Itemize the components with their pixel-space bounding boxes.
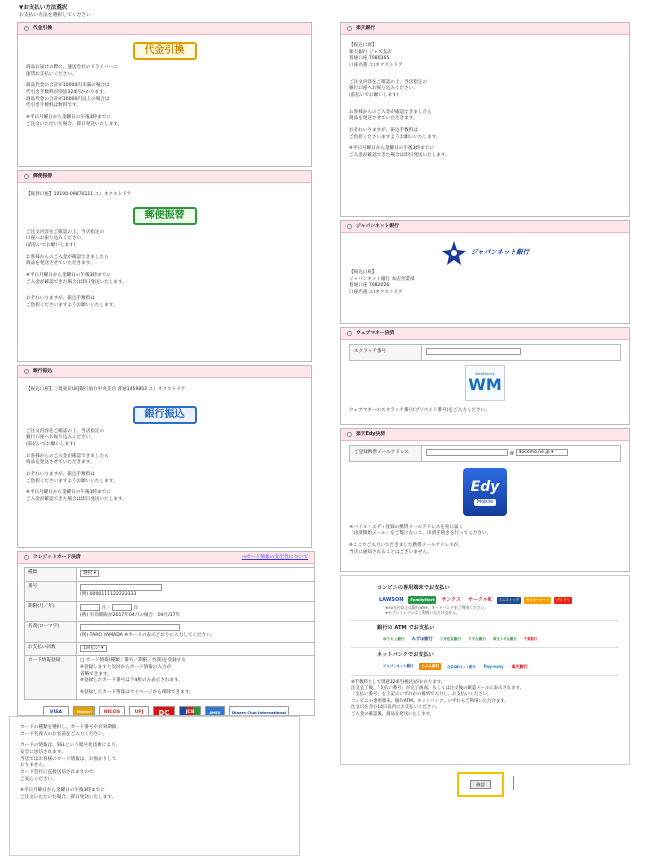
rakuten-bank-logo: 楽天銀行: [511, 663, 528, 669]
postal-logo: 郵便振替: [133, 207, 197, 225]
convenience-description: [351, 680, 619, 718]
credit-note-line: ※平日月曜日から金曜日の午後3時までに: [20, 788, 105, 794]
edy-description: [341, 522, 629, 560]
rakuten-line: 楽天銀行 ジャズ支店: [349, 49, 392, 55]
convenience-line: ※手数料として別途324円(税込)がかかります。: [351, 679, 446, 685]
japannet-logo: [349, 240, 621, 266]
edy-email-label: ご登録携帯メールアドレス: [350, 446, 422, 462]
installments-value: 1回払い: [83, 645, 100, 651]
webmoney-panel: [340, 327, 630, 425]
nicos-logo: NICOS: [99, 706, 125, 716]
credit-radio[interactable]: [24, 555, 29, 560]
page-title: ▼お支払い方法選択: [19, 5, 68, 11]
bank-line: 銀行口座へお振り込みください。: [26, 435, 95, 441]
rakuten-line: お客様からのご入金が確認できましたら: [349, 109, 432, 115]
convenience-store-logos: [377, 596, 619, 605]
cod-line: 商品代金の合計が10000円以上の場合は: [26, 96, 110, 102]
smbc-logo: 三井住友銀行: [439, 636, 462, 641]
bank-account: 【振込口座】三菱東京UFJ銀行仙台中央支店 普通1459852 ユ）ネクストドア: [26, 387, 186, 392]
rakuten-line: ご負担くださいますようお願いいたします。: [349, 134, 441, 140]
register-label: カード情報登録: [25, 656, 77, 699]
expiry-label: 期限(月／年): [25, 601, 77, 621]
edy-header[interactable]: [341, 429, 629, 441]
rakuten-line: ご入金が確認できた場合は即日発送いたします。: [349, 152, 450, 158]
bank-title: 銀行振込: [33, 368, 53, 374]
rakuten-line: ※平日月曜日から金曜日の午後3時までに: [349, 146, 434, 152]
bank-line: (前払いでお願いします): [26, 441, 76, 447]
cod-line: ※平日月曜日から金曜日の午後3時までに: [26, 114, 111, 120]
rakuten-line: 【振込口座】: [349, 43, 377, 48]
credit-title: クレジットカード決済: [33, 554, 81, 560]
edy-radio[interactable]: [347, 432, 352, 437]
postal-account: 【振替口座】10100-09870111 ユ）ネクストドア: [26, 192, 132, 197]
confirm-button-highlight: [457, 772, 504, 797]
cod-title: 代金引換: [33, 25, 53, 31]
cod-radio[interactable]: [24, 26, 29, 31]
postal-line: 商品を発送させていただきます。: [26, 261, 95, 267]
bank-radio[interactable]: [24, 369, 29, 374]
sbi-logo: 住信SBIネット銀行: [447, 664, 476, 669]
card-number-input[interactable]: [80, 584, 162, 591]
edy-logo-mark: Edy: [470, 478, 500, 495]
japannet-description: [349, 270, 621, 297]
saitama-resona-logo: 埼玉りそな銀行: [493, 636, 517, 641]
convenience-panel: [340, 575, 630, 765]
rakuten-line: 普通口座 7080365: [349, 56, 390, 62]
atm-bank-logos: [381, 635, 619, 643]
expiry-month-input[interactable]: [80, 604, 100, 611]
netbank-title: ネットバンクでお支払い: [377, 652, 434, 659]
postal-line: ご負担くださいますようお願いいたします。: [26, 302, 118, 308]
installments-label: お支払い回数: [25, 642, 77, 656]
credit-form: [24, 567, 315, 700]
convenience-note-1: ※30万円以上は銀行ATM、ネットバンクをご利用ください。: [385, 604, 489, 610]
webmoney-note: ウェブマネーのスクラッチ番号(プリペイド番号)をご入力ください。: [349, 407, 490, 413]
postal-title: 郵便振替: [33, 173, 53, 179]
convenience-line: 「支払い番号」を上記のいずれかの場所で入力し、お支払いください。: [351, 692, 492, 698]
cod-line: 商品お届けの際に、運送会社のドライバーに: [26, 65, 118, 70]
security-link[interactable]: →カード情報の安全性について: [241, 554, 308, 560]
japannet-header[interactable]: [341, 221, 629, 233]
rakuten-radio[interactable]: [347, 26, 352, 31]
webmoney-logo: [465, 365, 505, 401]
visa-logo: VISA: [43, 706, 69, 716]
rakuten-line: (前払いでお願いします): [349, 92, 399, 98]
card-brand-logos: [18, 706, 314, 716]
credit-note-line: 当店ではお客様のカード情報は、お預かりして: [20, 756, 117, 762]
chiba-logo: 千葉銀行: [523, 636, 538, 641]
rakuten-title: 楽天銀行: [356, 25, 376, 31]
bank-line: おそれいりますが、振込手数料は: [26, 471, 95, 477]
rakuten-line: 商品を発送させていただきます。: [349, 116, 418, 122]
edy-mobile-logo: [463, 468, 507, 516]
scratch-input[interactable]: [426, 348, 521, 355]
edy-domain-value: docomo.ne.jp: [518, 450, 550, 455]
dc-logo: DC: [153, 706, 175, 716]
cod-line: 運賃お支払いください。: [26, 71, 77, 77]
japannet-line: ジャパンネット銀行 本店営業部: [349, 276, 415, 282]
webmoney-form: [349, 344, 621, 361]
postal-line: ご注文内容をご確認の上、当店指定の: [26, 229, 105, 235]
sunkus-logo: サンクス: [441, 596, 461, 603]
card-name-example: (例) TARO YAMADA ※カードの表示どおりに入力してください。: [80, 632, 216, 638]
circlek-logo: サークルK: [468, 596, 492, 603]
lawson-logo: LAWSON: [379, 596, 404, 603]
register-line: ※登録したカード番号は下4桁のみ表示されます。: [80, 678, 183, 684]
webmoney-title: ウェブマネー決済: [356, 330, 395, 336]
japannet-logo-text: ジャパンネット銀行: [470, 248, 530, 257]
diners-logo: Diners Club International: [229, 706, 289, 716]
webmoney-logo-mark: WM: [468, 375, 502, 395]
bank-line: 商品を発送させていただきます。: [26, 460, 95, 466]
postal-header[interactable]: [18, 171, 311, 183]
edy-line: 「決済開始メール」をご覧になって、決済手続きを行ってください。: [349, 531, 492, 537]
edy-domain-select[interactable]: docomo.ne.jp ▾: [516, 449, 568, 456]
cod-logo: 代金引換: [133, 42, 197, 60]
bank-line: ご注文内容をご確認の上、当店指定の: [26, 428, 105, 434]
convenience-line: コンビニの専用端末、銀行ATM、ネットバンク、いずれもご利用いただけます。: [351, 698, 509, 704]
edy-title: 楽天Edy決済: [356, 431, 386, 437]
bank-line: お客様からのご入金が確認できましたら: [26, 453, 109, 459]
rakuten-line: 口座名義 ユ)ネクストドア: [349, 62, 403, 68]
cod-description: [26, 65, 303, 128]
credit-note-line: カード名義人のお名前をご入力ください。: [20, 731, 108, 737]
japannet-line: 【振込口座】: [349, 270, 377, 275]
convenience-title: コンビニの専用端末でお支払い: [377, 585, 450, 591]
postal-description: [26, 230, 303, 310]
japannet-title: ジャパンネット銀行: [356, 223, 399, 229]
bank-line: ご入金が確認できた場合は即日発送いたします。: [26, 496, 127, 502]
japannet-star-icon: [441, 240, 467, 266]
rakuten-header[interactable]: [341, 23, 629, 35]
japannet-radio[interactable]: [347, 224, 352, 229]
register-line: ※登録したカード情報はマイページから削除できます。: [80, 689, 194, 695]
expiry-year-unit: 年: [133, 605, 139, 611]
credit-header[interactable]: [18, 552, 314, 564]
cod-header[interactable]: [18, 23, 311, 35]
jibun-logo: じぶん銀行: [419, 663, 441, 670]
credit-note-line: 安全に送信されます。: [20, 749, 66, 755]
card-number-example: (例) 0000111122223333: [80, 592, 137, 598]
cod-line: 代引き手数料は無料です。: [26, 103, 81, 109]
webmoney-header[interactable]: [341, 328, 629, 340]
bank-header[interactable]: [18, 366, 311, 378]
register-card-option[interactable]: [77, 656, 316, 699]
scratch-label: スクラッチ番号: [350, 345, 422, 361]
cod-panel: [17, 22, 312, 167]
postal-line: 口座へお振り込みください。: [26, 236, 86, 242]
register-line: □ カード情報(種類／番号／期限／名義)を登録する: [80, 658, 186, 664]
atm-title: 銀行の ATM でお支払い: [377, 624, 435, 631]
edy-form: [349, 445, 621, 462]
edy-line: 当店に通知されることはございません。: [349, 549, 432, 555]
credit-note-line: カードの種類を選択し、カード番号や有効期限、: [20, 725, 122, 730]
rakuten-description: [341, 35, 629, 163]
postal-panel: [17, 170, 312, 362]
register-line: 省略できます。: [80, 671, 112, 677]
expiry-year-input[interactable]: [112, 604, 132, 611]
register-line: ※登録しますと次回からカード情報の入力が: [80, 664, 172, 670]
credit-notes: [9, 716, 300, 856]
at-sign: @: [509, 451, 515, 456]
credit-note-line: ご安心ください。: [20, 776, 57, 782]
jcb-logo: JCB: [179, 706, 201, 716]
bank-line: ※平日月曜日から金曜日の午後3時までに: [26, 490, 111, 496]
ufj-logo: UFJ: [129, 706, 149, 716]
expiry-month-unit: 月／: [101, 605, 111, 611]
japannet-line: 普通口座 7082026: [349, 283, 390, 289]
cod-line: 商品代金の合計が10000円未満の場合は: [26, 83, 110, 89]
yucho-logo: ゆうちょ銀行: [383, 636, 405, 641]
edy-line: モバイル・エディ登録の携帯メールアドレスを宛に届く: [349, 524, 464, 530]
bank-line: ご負担くださいますようお願いいたします。: [26, 478, 118, 484]
credit-note-line: ご注文いただいた場合、即日発送いたします。: [20, 794, 117, 800]
postal-line: ご入金が確認できた場合は即日発送いたします。: [26, 279, 127, 285]
card-type-select[interactable]: 選択 ▾: [80, 570, 99, 577]
card-type-label: 種類: [25, 568, 77, 582]
card-number-label: 番号: [25, 581, 77, 601]
card-type-value: 選択: [83, 571, 93, 576]
resona-logo: りそな銀行: [468, 636, 487, 641]
mastercard-logo: Master: [73, 706, 95, 716]
rakuten-line: ご注文内容をご確認の上、当店指定の: [349, 79, 428, 85]
convenience-line: ご入金の確認後、商品を発送いたします。: [351, 711, 435, 717]
seicomart-logo: セイコーマート: [525, 597, 550, 602]
familymart-logo: FamilyMart: [410, 597, 435, 603]
bank-logo: 銀行振込: [133, 406, 197, 424]
cod-line: 代引き手数料が別途324円かかります。: [26, 89, 108, 95]
rakuten-panel: [340, 22, 630, 217]
edy-logo-sub: Mobile: [474, 499, 496, 506]
rakuten-line: おそれいりますが、振込手数料は: [349, 127, 418, 133]
edy-panel: [340, 428, 630, 572]
netbank-logos: [381, 663, 619, 671]
postal-radio[interactable]: [24, 174, 29, 179]
convenience-line: 注文日を含む14日以内にお支払いください。: [351, 705, 441, 711]
postal-line: お客様からのご入金が確認できましたら: [26, 254, 109, 260]
convenience-note-2: ※セブンイレブンはご利用いただけません。: [385, 610, 461, 616]
rakuten-line: 銀行口座へお振り込みください。: [349, 86, 418, 92]
webmoney-radio[interactable]: [347, 331, 352, 336]
installments-select[interactable]: 1回払い ▾: [80, 645, 107, 652]
button-edge: [513, 776, 515, 790]
credit-panel: [17, 551, 315, 716]
webmoney-logo-text: WebMoney: [475, 372, 495, 377]
edy-email-input[interactable]: [426, 449, 508, 456]
mizuho-logo: みずほ銀行: [411, 636, 433, 642]
card-name-input[interactable]: [80, 624, 180, 631]
postal-line: ※平日月曜日から金曜日の午後3時までに: [26, 272, 111, 278]
convenience-line: 注文完了後、「支払い番号」が完了画面、もしくは注文後の確認メールに表示されます。: [351, 686, 524, 692]
expiry-example: (例) 有効期限が2017年04月の場合 04月/17年: [80, 612, 181, 618]
japannet-line: 口座名義 ユ)ネクストドア: [349, 289, 403, 295]
postal-line: (前払いでお願いします): [26, 242, 76, 248]
credit-note-line: カード会社に直接送信されますので: [20, 769, 94, 775]
credit-note-line: カードの情報は、SSLという暗号化技術により、: [20, 743, 121, 749]
daily-logo: デイリー: [556, 597, 570, 602]
cod-line: ご注文いただいた場合、即日発送いたします。: [26, 121, 123, 127]
edy-line: ※ここでご入力いただきました携帯メールアドレスが、: [349, 542, 463, 548]
bank-panel: [17, 365, 312, 548]
page-subtitle: お支払い方法を選択してください: [19, 13, 91, 18]
credit-note-line: おりません。: [20, 763, 48, 769]
bank-description: [26, 429, 303, 504]
netbank-japannet-logo: ジャパンネット銀行: [383, 664, 414, 669]
ministop-logo: ミニストップ: [498, 597, 519, 602]
payeasy-logo: Pay-easy: [483, 663, 504, 669]
confirm-button[interactable]: 確認: [470, 780, 490, 789]
card-name-label: 名義(ローマ字): [25, 622, 77, 642]
amex-logo: AMEX: [205, 706, 225, 716]
japannet-panel: [340, 220, 630, 324]
postal-line: おそれいりますが、振込手数料は: [26, 296, 95, 302]
